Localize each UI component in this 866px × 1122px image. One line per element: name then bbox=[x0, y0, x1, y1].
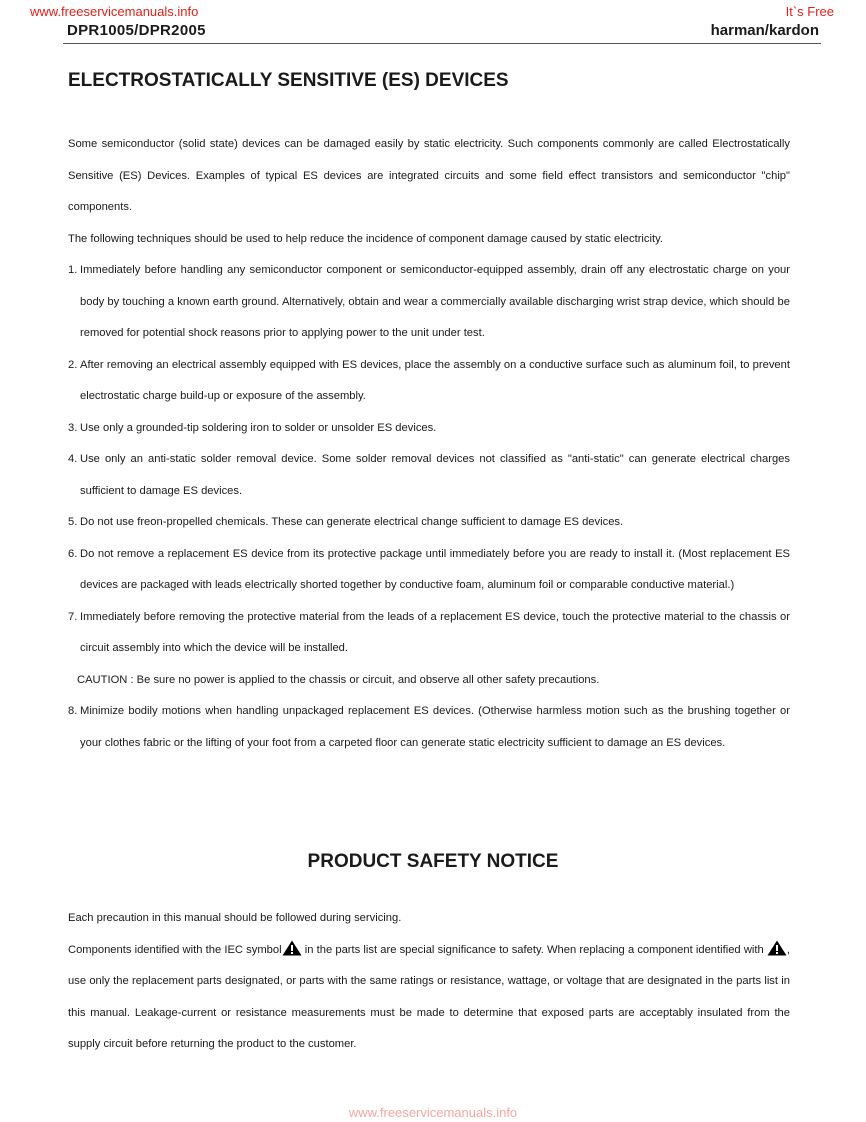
list-item-number: 3. bbox=[68, 421, 78, 434]
watermark-top: www.freeservicemanuals.info bbox=[30, 4, 199, 19]
list-item-text: Do not use freon-propelled chemicals. These can generate electrical change sufficient to damage ES devices. bbox=[80, 516, 624, 528]
caution-label: CAUTION : bbox=[77, 673, 134, 686]
list-item-number: 7. bbox=[68, 610, 78, 623]
list-item-text: Immediately before removing the protective material from the leads of a replacement ES device, touch the protective material to the chassis or circuit assembly into which the device will be installed. bbox=[80, 610, 790, 654]
list-item bbox=[68, 696, 790, 759]
safety-text-c: , use only the replacement parts designated, or parts with the same ratings or resistance, wattage, or voltage that are designated in the parts list in this manual. Leakage-current or resistance measurements must be made to determine that exposed parts are acceptably insulated from the supply circuit before returning the product to the customer. bbox=[68, 943, 790, 1050]
list-item-text: Use only a grounded-tip soldering iron to solder or unsolder ES devices. bbox=[80, 421, 437, 434]
caution-text: Be sure no power is applied to the chassis or circuit, and observe all other safety precautions. bbox=[133, 673, 600, 686]
list-item-number: 6. bbox=[68, 547, 78, 560]
es-lead: The following techniques should be used to help reduce the incidence of component damage caused by static electricity. bbox=[68, 232, 663, 245]
model-number: DPR1005/DPR2005 bbox=[67, 22, 206, 39]
list-item-number: 5. bbox=[68, 516, 78, 528]
safety-section-title: PRODUCT SAFETY NOTICE bbox=[307, 851, 559, 872]
es-section-title: ELECTROSTATICALLY SENSITIVE (ES) DEVICES bbox=[68, 70, 509, 91]
header-rule bbox=[63, 43, 821, 44]
list-item-text: Minimize bodily motions when handling unpackaged replacement ES devices. (Otherwise harmless motion such as the brushing together or your clothes fabric or the lifting of your foot from a carpeted floor can generate static electricity sufficient to damage an ES devices. bbox=[80, 705, 790, 749]
safety-text-b: in the parts list are special significance to safety. When replacing a component identified with bbox=[301, 943, 767, 956]
safety-line-1: Each precaution in this manual should be followed during servicing. bbox=[68, 912, 402, 924]
list-item bbox=[68, 413, 790, 445]
list-item-number: 4. bbox=[68, 453, 78, 465]
warning-triangle-icon bbox=[767, 940, 787, 956]
brand-name: harman/kardon bbox=[710, 22, 819, 39]
list-item-text: Use only an anti-static solder removal device. Some solder removal devices not classified as "anti-static" can generate electrical charges sufficient to damage ES devices. bbox=[80, 453, 790, 497]
list-item bbox=[68, 539, 790, 602]
list-item-text: Do not remove a replacement ES device from its protective package until immediately before you are ready to install it. (Most replacement ES devices are packaged with leads electrically shorted together by conductive foam, aluminum foil or comparable conductive material.) bbox=[80, 547, 790, 591]
list-item-number: 8. bbox=[68, 705, 78, 717]
caution-note bbox=[68, 665, 790, 697]
list-item-number: 1. bbox=[68, 264, 78, 276]
list-item bbox=[68, 507, 790, 539]
es-intro: Some semiconductor (solid state) devices can be damaged easily by static electricity. Such components commonly are called Electrostatically Sensitive (ES) Devices. Examples of typical ES devices are integrated circuits and some field effect transistors and semiconductor "chip" components. bbox=[68, 138, 790, 213]
list-item-text: Immediately before handling any semiconductor component or semiconductor-equipped assembly, drain off any electrostatic charge on your body by touching a known earth ground. Alternatively, obtain and wear a commercially available discharging wrist strap device, which should be removed for potential shock reasons prior to applying power to the unit under test. bbox=[80, 264, 790, 339]
es-section-body bbox=[68, 129, 790, 759]
safety-text-a: Components identified with the IEC symbol bbox=[68, 943, 282, 956]
safety-paragraph bbox=[68, 935, 790, 1061]
list-item-number: 2. bbox=[68, 358, 78, 371]
watermark-bottom: www.freeservicemanuals.info bbox=[348, 1105, 518, 1120]
safety-section-body bbox=[68, 903, 790, 1061]
warning-triangle-icon bbox=[282, 940, 302, 956]
list-item bbox=[68, 350, 790, 413]
list-item-text: After removing an electrical assembly equipped with ES devices, place the assembly on a conductive surface such as aluminum foil, to prevent electrostatic charge build-up or exposure of the assembly. bbox=[80, 358, 790, 402]
list-item bbox=[68, 444, 790, 507]
free-label: It`s Free bbox=[785, 4, 834, 19]
list-item bbox=[68, 602, 790, 665]
list-item bbox=[68, 255, 790, 350]
